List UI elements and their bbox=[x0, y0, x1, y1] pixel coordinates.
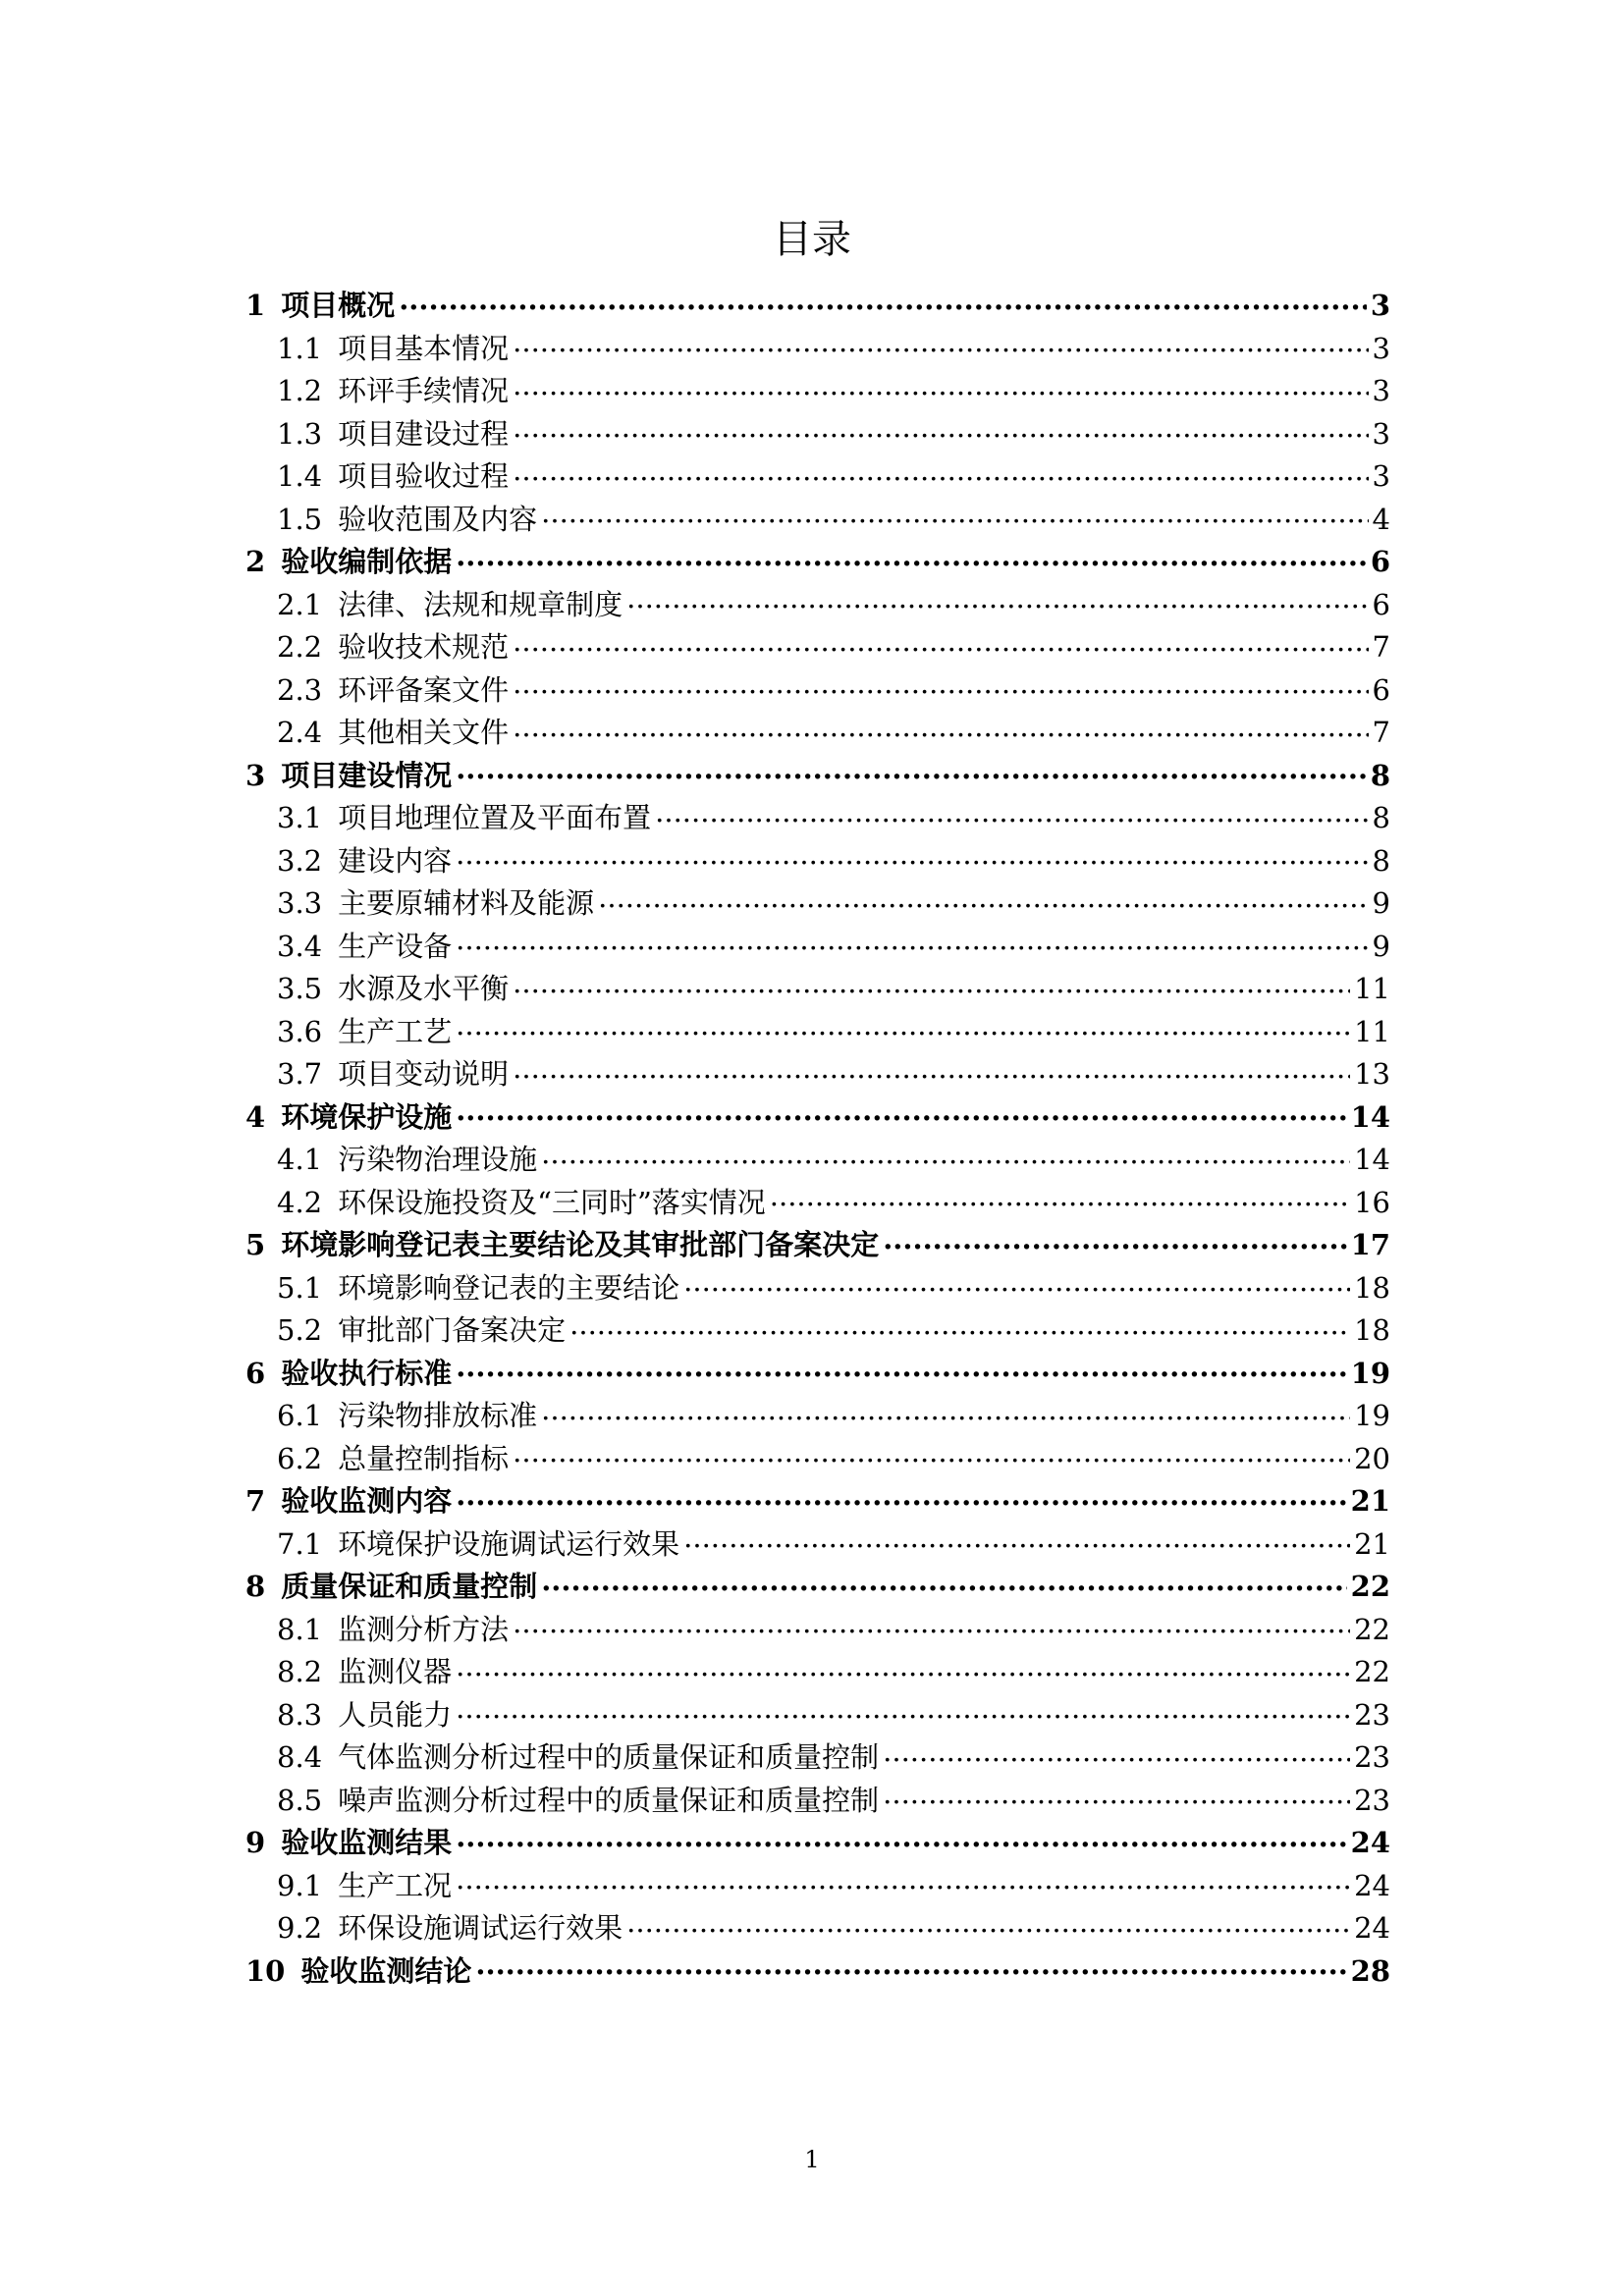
toc-entry-number: 6.2 bbox=[277, 1441, 323, 1475]
toc-entry-page: 23 bbox=[1354, 1740, 1390, 1774]
dot-leader bbox=[399, 287, 1367, 315]
toc-entry-page: 18 bbox=[1354, 1313, 1390, 1347]
dot-leader bbox=[513, 330, 1368, 358]
dot-leader bbox=[513, 970, 1350, 998]
toc-chapter-entry[interactable] bbox=[245, 285, 1390, 328]
toc-section-entry[interactable] bbox=[245, 1182, 1390, 1225]
dot-leader bbox=[598, 884, 1368, 913]
toc-section-entry[interactable] bbox=[245, 712, 1390, 755]
toc-entry-page: 7 bbox=[1372, 630, 1390, 664]
toc-entry-page: 6 bbox=[1370, 545, 1390, 578]
toc-section-entry[interactable] bbox=[245, 1865, 1390, 1908]
toc-section-entry[interactable] bbox=[245, 1267, 1390, 1310]
toc-section-entry[interactable] bbox=[245, 797, 1390, 840]
toc-entry-label: 噪声监测分析过程中的质量保证和质量控制 bbox=[338, 1783, 880, 1817]
toc-entry-page: 6 bbox=[1372, 587, 1390, 621]
toc-section-entry[interactable] bbox=[245, 1780, 1390, 1823]
toc-entry-number: 1.1 bbox=[277, 331, 323, 365]
toc-entry-number: 8.3 bbox=[277, 1697, 323, 1732]
dot-leader bbox=[541, 1397, 1350, 1425]
toc-entry-number: 4 bbox=[245, 1099, 266, 1134]
toc-entry-page: 24 bbox=[1354, 1911, 1390, 1945]
toc-entry-label: 环保设施调试运行效果 bbox=[338, 1911, 623, 1945]
toc-section-entry[interactable] bbox=[245, 1309, 1390, 1353]
toc-entry-number: 7 bbox=[245, 1484, 266, 1518]
dot-leader bbox=[683, 1525, 1350, 1554]
dot-leader bbox=[456, 1696, 1350, 1725]
toc-entry-page: 28 bbox=[1350, 1953, 1390, 1988]
page-title: 目录 bbox=[773, 217, 851, 262]
toc-entry-page: 23 bbox=[1354, 1697, 1390, 1732]
toc-chapter-entry[interactable] bbox=[245, 1566, 1390, 1609]
toc-entry-page: 3 bbox=[1372, 331, 1390, 365]
toc-section-entry[interactable] bbox=[245, 926, 1390, 969]
toc-section-entry[interactable] bbox=[245, 499, 1390, 542]
toc-entry-page: 11 bbox=[1354, 972, 1390, 1005]
dot-leader bbox=[513, 628, 1368, 657]
toc-entry-page: 14 bbox=[1354, 1143, 1390, 1176]
toc-entry-page: 17 bbox=[1350, 1228, 1390, 1261]
dot-leader bbox=[456, 1098, 1346, 1127]
toc-entry-label: 人员能力 bbox=[338, 1697, 453, 1732]
toc-entry-page: 18 bbox=[1354, 1270, 1390, 1305]
toc-entry-number: 9.2 bbox=[277, 1911, 323, 1945]
toc-entry-number: 10 bbox=[245, 1953, 286, 1988]
toc-entry-number: 3.4 bbox=[277, 929, 323, 963]
toc-section-entry[interactable] bbox=[245, 840, 1390, 883]
dot-leader bbox=[770, 1184, 1350, 1212]
toc-entry-label: 气体监测分析过程中的质量保证和质量控制 bbox=[338, 1740, 880, 1774]
toc-entry-page: 8 bbox=[1370, 758, 1390, 792]
toc-entry-number: 4.1 bbox=[277, 1143, 323, 1176]
toc-section-entry[interactable] bbox=[245, 328, 1390, 371]
toc-section-entry[interactable] bbox=[245, 1907, 1390, 1950]
toc-entry-page: 22 bbox=[1350, 1570, 1390, 1603]
toc-entry-label: 建设内容 bbox=[338, 843, 453, 878]
toc-entry-page: 22 bbox=[1354, 1655, 1390, 1688]
toc-entry-label: 生产工艺 bbox=[338, 1014, 453, 1048]
dot-leader bbox=[541, 1141, 1350, 1169]
toc-entry-number: 3 bbox=[245, 758, 266, 792]
toc-section-entry[interactable] bbox=[245, 1139, 1390, 1182]
toc-entry-page: 24 bbox=[1350, 1826, 1390, 1859]
toc-entry-number: 8.1 bbox=[277, 1612, 323, 1646]
toc-section-entry[interactable] bbox=[245, 1011, 1390, 1054]
toc-entry-page: 3 bbox=[1372, 459, 1390, 493]
toc-entry-label: 验收范围及内容 bbox=[338, 502, 538, 536]
dot-leader bbox=[456, 1824, 1346, 1852]
toc-chapter-entry[interactable] bbox=[245, 1480, 1390, 1523]
dot-leader bbox=[626, 586, 1368, 614]
toc-entry-label: 环境影响登记表主要结论及其审批部门备案决定 bbox=[281, 1228, 880, 1261]
toc-entry-number: 8.4 bbox=[277, 1740, 323, 1774]
toc-entry-page: 8 bbox=[1372, 843, 1390, 878]
toc-entry-number: 4.2 bbox=[277, 1185, 323, 1219]
toc-entry-label: 生产设备 bbox=[338, 929, 453, 963]
toc-entry-page: 8 bbox=[1372, 801, 1390, 834]
toc-entry-number: 3.7 bbox=[277, 1057, 323, 1091]
toc-entry-page: 22 bbox=[1354, 1612, 1390, 1646]
toc-section-entry[interactable] bbox=[245, 413, 1390, 456]
toc-chapter-entry[interactable] bbox=[245, 1096, 1390, 1140]
toc-entry-page: 21 bbox=[1350, 1484, 1390, 1518]
toc-section-entry[interactable] bbox=[245, 1651, 1390, 1694]
toc-chapter-entry[interactable] bbox=[245, 1950, 1390, 1994]
dot-leader bbox=[541, 501, 1368, 529]
toc-entry-page: 11 bbox=[1354, 1014, 1390, 1048]
dot-leader bbox=[456, 1867, 1350, 1896]
toc-entry-label: 项目概况 bbox=[281, 289, 396, 322]
toc-section-entry[interactable] bbox=[245, 882, 1390, 926]
toc-section-entry[interactable] bbox=[245, 968, 1390, 1011]
toc-section-entry[interactable] bbox=[245, 370, 1390, 413]
toc-entry-number: 1 bbox=[245, 289, 266, 322]
toc-chapter-entry[interactable] bbox=[245, 541, 1390, 584]
toc-section-entry[interactable] bbox=[245, 626, 1390, 669]
toc-entry-page: 3 bbox=[1372, 416, 1390, 451]
toc-section-entry[interactable] bbox=[245, 1053, 1390, 1096]
toc-entry-number: 1.5 bbox=[277, 502, 323, 536]
table-of-contents bbox=[245, 285, 1390, 1993]
toc-section-entry[interactable] bbox=[245, 1736, 1390, 1780]
dot-leader bbox=[513, 415, 1368, 444]
toc-entry-label: 其他相关文件 bbox=[338, 716, 510, 749]
toc-entry-label: 验收执行标准 bbox=[281, 1356, 453, 1390]
toc-entry-number: 8.5 bbox=[277, 1783, 323, 1817]
toc-entry-page: 16 bbox=[1354, 1185, 1390, 1219]
toc-chapter-entry[interactable] bbox=[245, 1822, 1390, 1865]
toc-chapter-entry[interactable] bbox=[245, 1353, 1390, 1396]
toc-entry-label: 验收编制依据 bbox=[281, 545, 453, 578]
dot-leader bbox=[513, 1611, 1350, 1639]
toc-entry-number: 8.2 bbox=[277, 1655, 323, 1688]
toc-entry-number: 2.2 bbox=[277, 630, 323, 664]
toc-entry-page: 14 bbox=[1350, 1099, 1390, 1134]
toc-entry-page: 24 bbox=[1354, 1868, 1390, 1902]
toc-entry-label: 项目建设情况 bbox=[281, 758, 453, 792]
dot-leader bbox=[456, 928, 1368, 956]
toc-entry-page: 9 bbox=[1372, 929, 1390, 963]
toc-entry-label: 环境保护设施调试运行效果 bbox=[338, 1526, 680, 1561]
toc-section-entry[interactable] bbox=[245, 669, 1390, 713]
toc-entry-number: 9 bbox=[245, 1826, 266, 1859]
toc-entry-label: 水源及水平衡 bbox=[338, 972, 510, 1005]
dot-leader bbox=[513, 1055, 1350, 1084]
dot-leader bbox=[513, 457, 1368, 486]
toc-entry-label: 污染物治理设施 bbox=[338, 1143, 538, 1176]
toc-entry-label: 生产工况 bbox=[338, 1868, 453, 1902]
toc-chapter-entry[interactable] bbox=[245, 755, 1390, 798]
toc-entry-page: 13 bbox=[1354, 1057, 1390, 1091]
toc-entry-label: 监测分析方法 bbox=[338, 1612, 510, 1646]
toc-entry-label: 项目建设过程 bbox=[338, 416, 510, 451]
toc-entry-label: 项目验收过程 bbox=[338, 459, 510, 493]
toc-entry-label: 主要原辅材料及能源 bbox=[338, 886, 595, 920]
dot-leader bbox=[883, 1226, 1346, 1255]
toc-entry-page: 21 bbox=[1354, 1526, 1390, 1561]
toc-entry-number: 3.1 bbox=[277, 801, 323, 834]
dot-leader bbox=[456, 1653, 1350, 1682]
dot-leader bbox=[513, 372, 1368, 400]
toc-section-entry[interactable] bbox=[245, 1609, 1390, 1652]
toc-entry-number: 3.5 bbox=[277, 972, 323, 1005]
toc-entry-page: 3 bbox=[1370, 289, 1390, 322]
toc-entry-label: 环保设施投资及“三同时”落实情况 bbox=[338, 1185, 766, 1219]
toc-entry-number: 8 bbox=[245, 1570, 266, 1603]
toc-section-entry[interactable] bbox=[245, 455, 1390, 499]
toc-entry-label: 法律、法规和规章制度 bbox=[338, 587, 623, 621]
dot-leader bbox=[456, 543, 1367, 571]
toc-entry-label: 审批部门备案决定 bbox=[338, 1313, 567, 1347]
toc-entry-number: 2 bbox=[245, 545, 266, 578]
toc-section-entry[interactable] bbox=[245, 1438, 1390, 1481]
toc-entry-number: 2.3 bbox=[277, 672, 323, 707]
toc-entry-label: 验收技术规范 bbox=[338, 630, 510, 664]
dot-leader bbox=[456, 757, 1367, 785]
toc-entry-label: 环评手续情况 bbox=[338, 374, 510, 407]
toc-entry-number: 2.1 bbox=[277, 587, 323, 621]
dot-leader bbox=[626, 1909, 1350, 1938]
toc-entry-number: 1.3 bbox=[277, 416, 323, 451]
toc-entry-label: 监测仪器 bbox=[338, 1655, 453, 1688]
toc-entry-number: 3.2 bbox=[277, 843, 323, 878]
dot-leader bbox=[513, 714, 1368, 742]
toc-entry-number: 5 bbox=[245, 1228, 266, 1261]
toc-entry-page: 4 bbox=[1372, 502, 1390, 536]
toc-entry-label: 总量控制指标 bbox=[338, 1441, 510, 1475]
toc-section-entry[interactable] bbox=[245, 1395, 1390, 1438]
toc-entry-label: 验收监测结论 bbox=[300, 1953, 472, 1988]
toc-entry-page: 6 bbox=[1372, 672, 1390, 707]
dot-leader bbox=[569, 1311, 1350, 1340]
toc-entry-page: 20 bbox=[1354, 1441, 1390, 1475]
dot-leader bbox=[883, 1738, 1350, 1767]
toc-section-entry[interactable] bbox=[245, 584, 1390, 627]
dot-leader bbox=[883, 1782, 1350, 1810]
dot-leader bbox=[475, 1952, 1346, 1981]
toc-entry-label: 环境影响登记表的主要结论 bbox=[338, 1270, 680, 1305]
toc-section-entry[interactable] bbox=[245, 1694, 1390, 1737]
dot-leader bbox=[541, 1568, 1346, 1596]
dot-leader bbox=[456, 842, 1368, 871]
toc-entry-number: 3.6 bbox=[277, 1014, 323, 1048]
toc-entry-label: 验收监测内容 bbox=[281, 1484, 453, 1518]
toc-entry-page: 19 bbox=[1354, 1399, 1390, 1432]
dot-leader bbox=[655, 799, 1368, 828]
dot-leader bbox=[456, 1013, 1350, 1041]
toc-entry-page: 19 bbox=[1350, 1356, 1390, 1390]
toc-entry-page: 7 bbox=[1372, 716, 1390, 749]
toc-entry-number: 1.4 bbox=[277, 459, 323, 493]
toc-entry-number: 9.1 bbox=[277, 1868, 323, 1902]
dot-leader bbox=[513, 1440, 1350, 1468]
toc-entry-label: 项目变动说明 bbox=[338, 1057, 510, 1091]
dot-leader bbox=[456, 1355, 1346, 1383]
dot-leader bbox=[683, 1269, 1350, 1298]
toc-chapter-entry[interactable] bbox=[245, 1224, 1390, 1267]
toc-entry-number: 6.1 bbox=[277, 1399, 323, 1432]
toc-entry-page: 3 bbox=[1372, 374, 1390, 407]
dot-leader bbox=[513, 671, 1368, 700]
toc-entry-label: 污染物排放标准 bbox=[338, 1399, 538, 1432]
toc-entry-number: 7.1 bbox=[277, 1526, 323, 1561]
toc-entry-number: 5.1 bbox=[277, 1270, 323, 1305]
dot-leader bbox=[456, 1482, 1346, 1511]
toc-entry-number: 5.2 bbox=[277, 1313, 323, 1347]
toc-entry-page: 9 bbox=[1372, 886, 1390, 920]
toc-entry-number: 2.4 bbox=[277, 716, 323, 749]
toc-entry-label: 项目地理位置及平面布置 bbox=[338, 801, 652, 834]
toc-entry-page: 23 bbox=[1354, 1783, 1390, 1817]
toc-entry-number: 6 bbox=[245, 1356, 266, 1390]
toc-entry-label: 质量保证和质量控制 bbox=[281, 1570, 538, 1603]
toc-entry-label: 验收监测结果 bbox=[281, 1826, 453, 1859]
toc-entry-number: 1.2 bbox=[277, 374, 323, 407]
page-number: 1 bbox=[804, 2146, 820, 2173]
toc-entry-label: 环境保护设施 bbox=[281, 1099, 453, 1134]
toc-entry-label: 项目基本情况 bbox=[338, 331, 510, 365]
toc-entry-number: 3.3 bbox=[277, 886, 323, 920]
toc-entry-label: 环评备案文件 bbox=[338, 672, 510, 707]
toc-section-entry[interactable] bbox=[245, 1523, 1390, 1567]
